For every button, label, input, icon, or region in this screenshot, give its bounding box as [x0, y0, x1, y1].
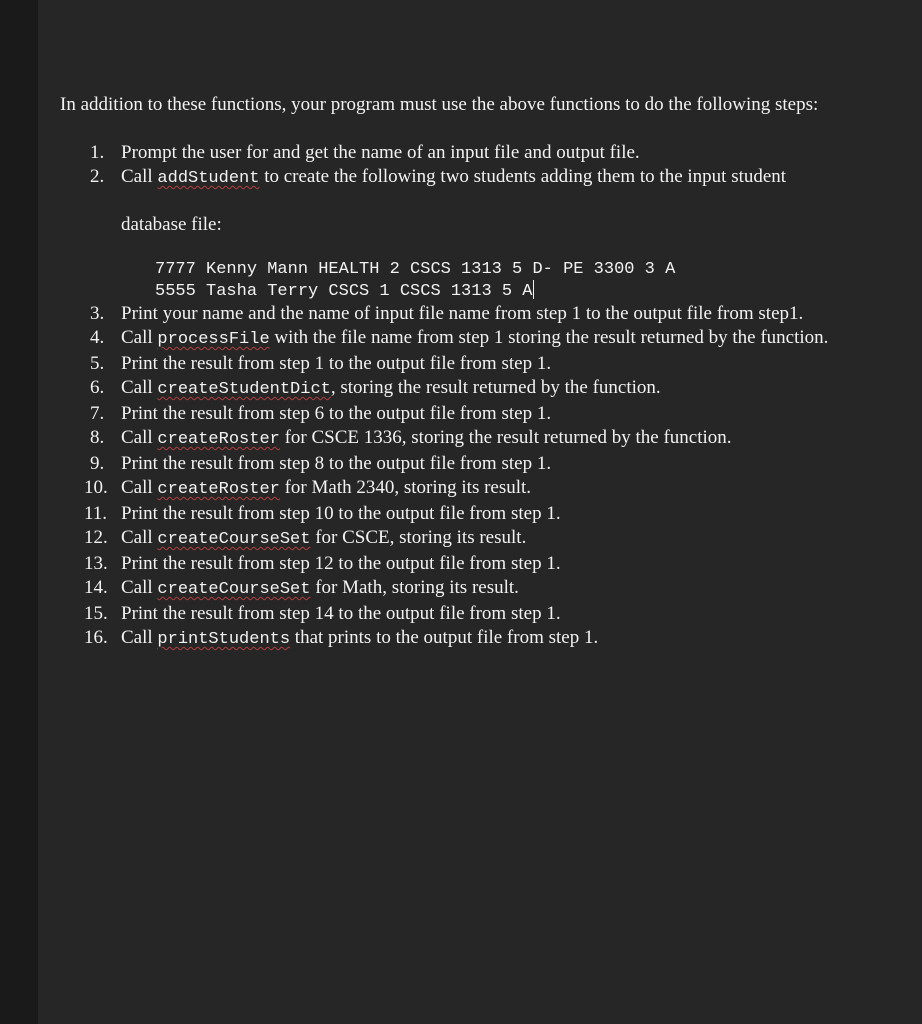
function-name-code: createCourseSet — [157, 530, 311, 549]
step-item-13 — [60, 552, 860, 576]
step-item-5 — [60, 352, 860, 376]
step-item-11 — [60, 502, 860, 526]
step-text: Print the result from step 1 to the output file from step 1. — [121, 353, 552, 374]
step-number: 11. — [84, 503, 108, 524]
student-records — [155, 259, 860, 302]
document-content — [60, 93, 860, 652]
step-text: Call addStudent to create the following two students adding them to the input student — [121, 166, 787, 188]
step-text: Call createCourseSet for Math, storing its result. — [121, 577, 519, 599]
step-item-10 — [60, 476, 860, 502]
step-text: Prompt the user for and get the name of an input file and output file. — [121, 142, 640, 163]
step-item-3 — [60, 302, 860, 326]
step-item-8 — [60, 426, 860, 452]
step-number: 12. — [84, 527, 108, 548]
step-number: 16. — [84, 627, 108, 648]
function-name-code: addStudent — [157, 169, 260, 188]
step-number: 6. — [90, 377, 105, 398]
step-item-2 — [60, 165, 860, 302]
student-record-line: 7777 Kenny Mann HEALTH 2 CSCS 1313 5 D- PE 3300 3 A — [155, 260, 676, 279]
student-record-line: 5555 Tasha Terry CSCS 1 CSCS 1313 5 A — [155, 282, 533, 301]
step-number: 8. — [90, 427, 105, 448]
step-item-7 — [60, 402, 860, 426]
step-text: Call createRoster for CSCE 1336, storing the result returned by the function. — [121, 427, 732, 449]
text-cursor — [533, 280, 534, 299]
step-number: 1. — [90, 142, 105, 163]
step-item-15 — [60, 602, 860, 626]
step-number: 14. — [84, 577, 108, 598]
step-text: Print the result from step 6 to the output file from step 1. — [121, 403, 552, 424]
function-name-code: createRoster — [157, 480, 280, 499]
step-number: 9. — [90, 453, 105, 474]
step-text: Print the result from step 14 to the output file from step 1. — [121, 603, 561, 624]
intro-paragraph: In addition to these functions, your program must use the above functions to do the following steps: — [60, 94, 819, 115]
step-number: 4. — [90, 327, 105, 348]
step-text: Call createCourseSet for CSCE, storing its result. — [121, 527, 527, 549]
step-text: Call createRoster for Math 2340, storing its result. — [121, 477, 532, 499]
function-name-code: printStudents — [157, 630, 291, 649]
step-number: 13. — [84, 553, 108, 574]
step-number: 5. — [90, 353, 105, 374]
steps-list — [60, 141, 860, 652]
step-item-1 — [60, 141, 860, 165]
step-item-16 — [60, 626, 860, 652]
function-name-code: createCourseSet — [157, 580, 311, 599]
step-item-4 — [60, 326, 860, 352]
step-number: 7. — [90, 403, 105, 424]
step-item-14 — [60, 576, 860, 602]
document-page — [38, 0, 922, 1024]
function-name-code: createRoster — [157, 430, 280, 449]
step2-sub-label: database file: — [121, 214, 222, 235]
step-number: 2. — [90, 166, 105, 187]
step-text: Call printStudents that prints to the output file from step 1. — [121, 627, 599, 649]
step-text: Print the result from step 12 to the output file from step 1. — [121, 553, 561, 574]
step-number: 15. — [84, 603, 108, 624]
step-item-9 — [60, 452, 860, 476]
step-item-12 — [60, 526, 860, 552]
step-text: Print the result from step 10 to the output file from step 1. — [121, 503, 561, 524]
step-text: Call createStudentDict, storing the result returned by the function. — [121, 377, 661, 399]
step-item-6 — [60, 376, 860, 402]
function-name-code: processFile — [157, 330, 270, 349]
step-number: 10. — [84, 477, 108, 498]
step-text: Call processFile with the file name from step 1 storing the result returned by the function. — [121, 327, 829, 349]
function-name-code: createStudentDict — [157, 380, 331, 399]
step-number: 3. — [90, 303, 105, 324]
step-text: Print your name and the name of input file name from step 1 to the output file from step1. — [121, 303, 804, 324]
step-text: Print the result from step 8 to the output file from step 1. — [121, 453, 552, 474]
